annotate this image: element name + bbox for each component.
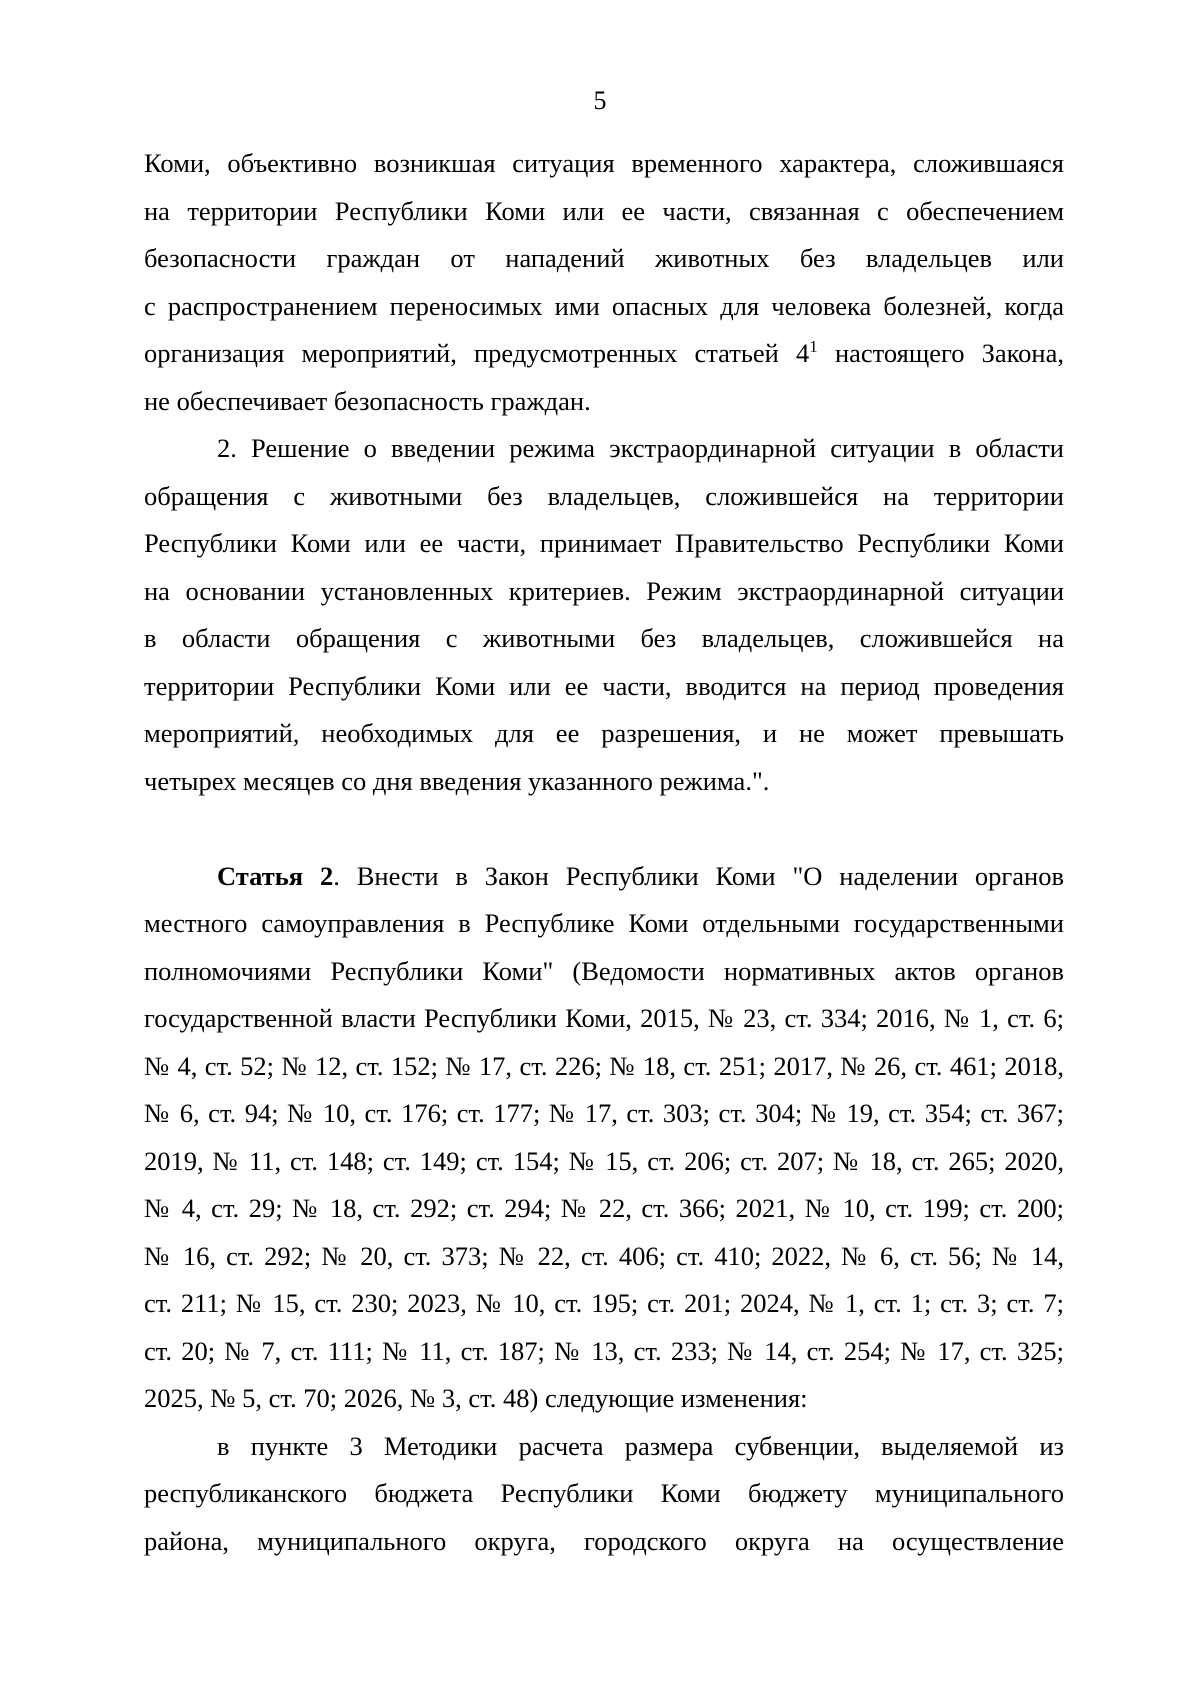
text-line: территории Республики Коми или ее части, вводится на период проведения	[144, 670, 1064, 701]
text-line	[144, 853, 1064, 901]
document-body	[144, 140, 1064, 1565]
text-line: Республики Коми или ее части, принимает Правительство Республики Коми	[144, 528, 1064, 558]
text-line: не обеспечивает безопасность граждан.	[144, 385, 591, 416]
text-line: обращения с животными без владельцев, сложившейся на территории	[144, 480, 1064, 511]
superscript: 1	[809, 337, 818, 357]
text-line: 2019, № 11, ст. 148; ст. 149; ст. 154; № 15, ст. 206; ст. 207; № 18, ст. 265; 2020,	[144, 1145, 1064, 1176]
text-line: Коми, объективно возникшая ситуация временного характера, сложившаяся	[144, 148, 1064, 178]
text-line: местного самоуправления в Республике Коми отдельными государственными	[144, 908, 1064, 938]
page-number: 5	[593, 86, 607, 115]
text-line	[144, 330, 1064, 378]
text-line: полномочиями Республики Коми" (Ведомости нормативных актов органов	[144, 955, 1064, 986]
text-line: № 6, ст. 94; № 10, ст. 176; ст. 177; № 17, ст. 303; ст. 304; № 19, ст. 354; ст. 367;	[144, 1098, 1064, 1128]
text-line: 2025, № 5, ст. 70; 2026, № 3, ст. 48) следующие изменения:	[144, 1383, 808, 1413]
text-line: на основании установленных критериев. Режим экстраординарной ситуации	[144, 575, 1064, 606]
text-line: в области обращения с животными без владельцев, сложившейся на	[144, 623, 1064, 653]
text-line: 2. Решение о введении режима экстраординарной ситуации в области	[217, 433, 1064, 463]
text-line: республиканского бюджета Республики Коми бюджету муниципального	[144, 1478, 1064, 1508]
text-line: № 4, ст. 52; № 12, ст. 152; № 17, ст. 226; № 18, ст. 251; 2017, № 26, ст. 461; 2018,	[144, 1050, 1064, 1081]
text-fragment: организация мероприятий, предусмотренных статьей 4	[144, 338, 810, 368]
text-line: № 4, ст. 29; № 18, ст. 292; ст. 294; № 22, ст. 366; 2021, № 10, ст. 199; ст. 200;	[144, 1193, 1064, 1223]
text-line: четырех месяцев со дня введения указанного режима.".	[144, 765, 770, 796]
text-line: мероприятий, необходимых для ее разрешения, и не может превышать	[144, 718, 1064, 748]
text-line: ст. 211; № 15, ст. 230; 2023, № 10, ст. 195; ст. 201; 2024, № 1, ст. 1; ст. 3; ст. 7;	[144, 1288, 1064, 1318]
paragraph-gap	[144, 805, 1064, 853]
text-line: ст. 20; № 7, ст. 111; № 11, ст. 187; № 13, ст. 233; № 14, ст. 254; № 17, ст. 325;	[144, 1335, 1064, 1366]
text-fragment: . Внести в Закон Республики Коми "О наделении органов	[333, 860, 1064, 891]
text-line: безопасности граждан от нападений животных без владельцев или	[144, 243, 1064, 273]
text-line: № 16, ст. 292; № 20, ст. 373; № 22, ст. 406; ст. 410; 2022, № 6, ст. 56; № 14,	[144, 1240, 1064, 1271]
text-line: на территории Республики Коми или ее части, связанная с обеспечением	[144, 195, 1064, 226]
text-line: района, муниципального округа, городского округа на осуществление	[144, 1525, 1064, 1556]
text-line: в пункте 3 Методики расчета размера субвенции, выделяемой из	[217, 1430, 1064, 1461]
text-fragment: настоящего Закона,	[817, 338, 1064, 368]
text-line: с распространением переносимых ими опасных для человека болезней, когда	[144, 290, 1064, 321]
article-heading: Статья 2	[217, 860, 334, 891]
text-line: государственной власти Республики Коми, 2015, № 23, ст. 334; 2016, № 1, ст. 6;	[144, 1003, 1064, 1033]
